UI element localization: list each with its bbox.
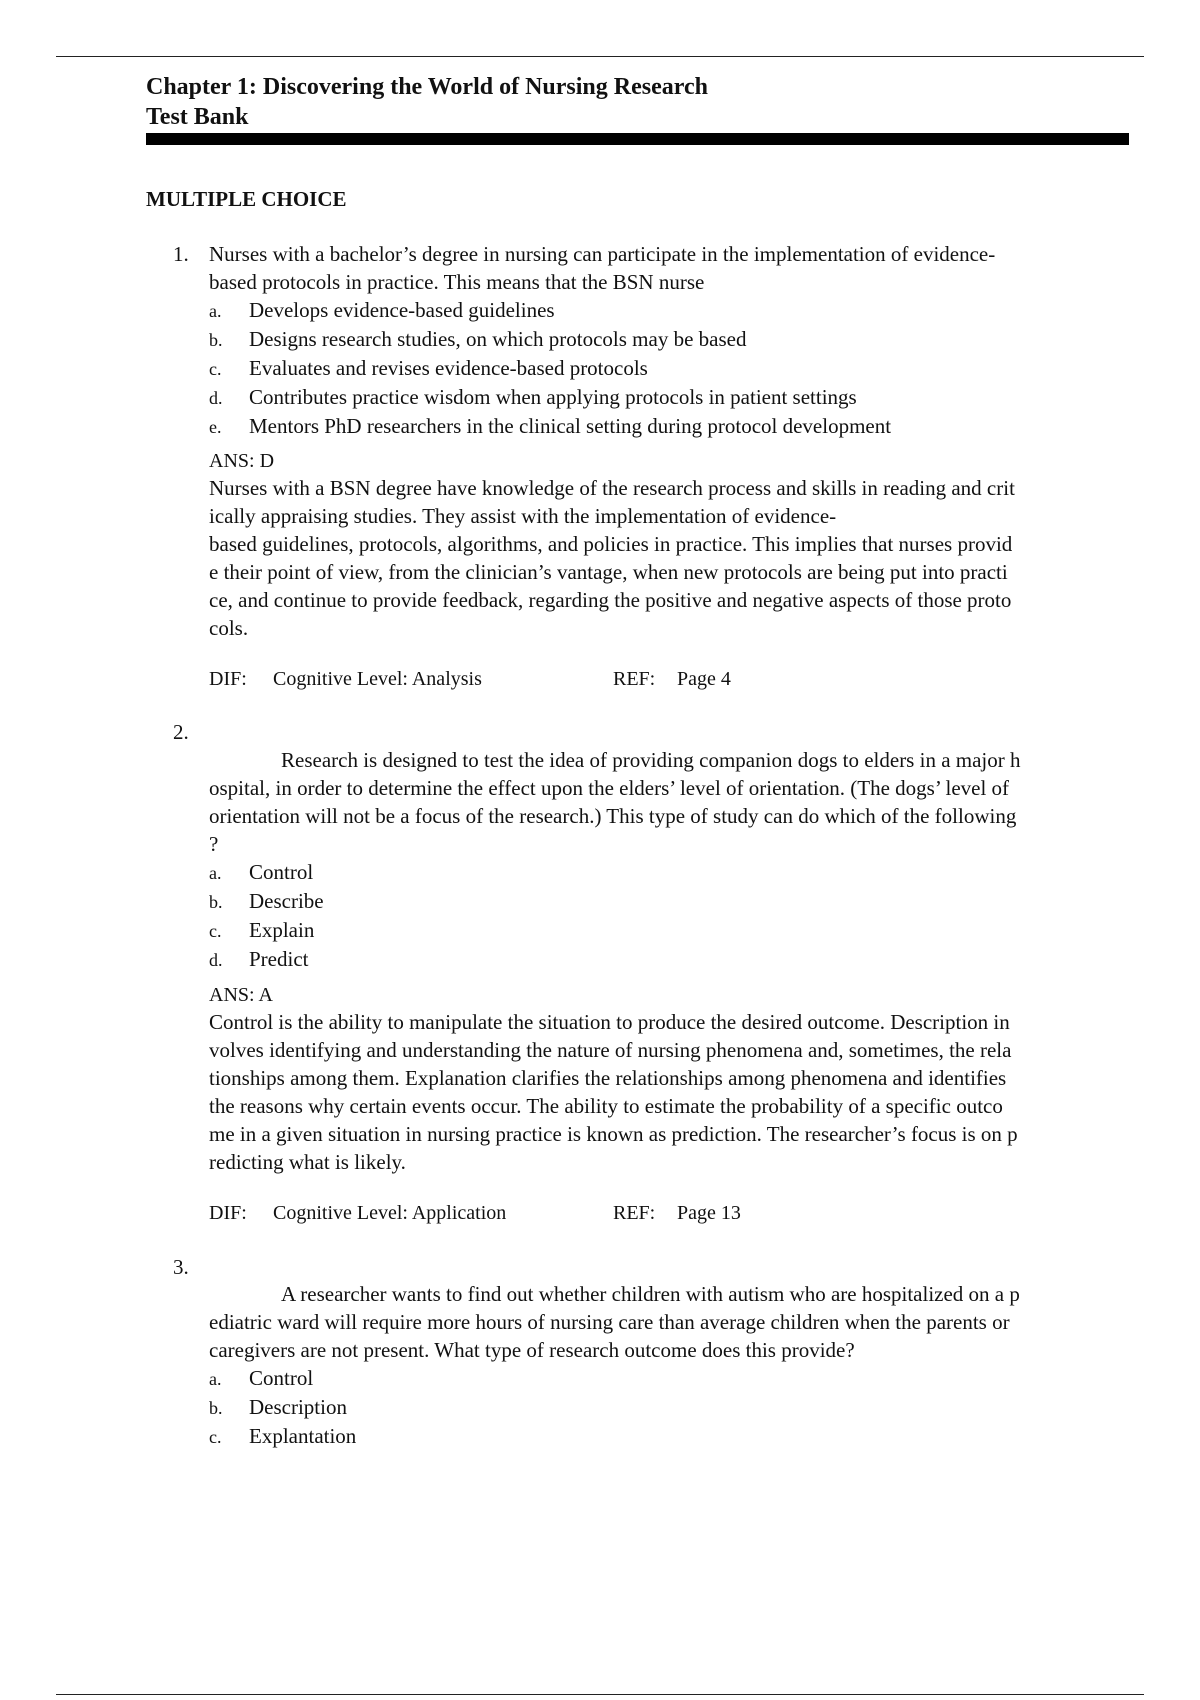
top-rule <box>56 56 1144 57</box>
option-letter: c. <box>209 1427 222 1447</box>
rationale-line: Control is the ability to manipulate the situation to produce the desired outcome. Description in <box>209 1010 1010 1034</box>
option-e <box>209 412 891 441</box>
question-1-answer: ANS: D <box>209 450 275 472</box>
chapter-title: Chapter 1: Discovering the World of Nursing Research <box>146 74 708 100</box>
section-heading: MULTIPLE CHOICE <box>146 187 347 211</box>
stem-line: based protocols in practice. This means that the BSN nurse <box>209 270 705 294</box>
question-1-meta <box>209 666 731 692</box>
question-3-number: 3. <box>173 1255 189 1279</box>
dif-value: Cognitive Level: Analysis <box>273 668 482 690</box>
document-header <box>146 72 708 132</box>
dif-value: Cognitive Level: Application <box>273 1202 507 1224</box>
option-letter: c. <box>209 921 222 941</box>
dif-label: DIF: <box>209 668 247 690</box>
ref-value: Page 13 <box>677 1202 741 1224</box>
option-letter: b. <box>209 330 223 350</box>
option-text: Evaluates and revises evidence-based protocols <box>249 356 648 380</box>
option-letter: d. <box>209 950 223 970</box>
ref-value: Page 4 <box>677 668 731 690</box>
stem-first-line-text: A researcher wants to find out whether children with autism who are hospitalized on a p <box>281 1282 1020 1306</box>
question-3-options <box>209 1364 356 1451</box>
option-b <box>209 887 324 916</box>
ref-label: REF: <box>613 668 656 690</box>
option-letter: a. <box>209 301 222 321</box>
option-a <box>209 296 891 325</box>
rationale-line: ce, and continue to provide feedback, regarding the positive and negative aspects of those proto <box>209 588 1012 612</box>
option-letter: d. <box>209 388 223 408</box>
option-text: Designs research studies, on which protocols may be based <box>249 327 747 351</box>
option-c <box>209 916 324 945</box>
rationale-line: volves identifying and understanding the nature of nursing phenomena and, sometimes, the rela <box>209 1038 1012 1062</box>
question-2-answer: ANS: A <box>209 984 273 1006</box>
question-1-number: 1. <box>173 242 189 266</box>
option-text: Predict <box>249 947 309 971</box>
question-2-rationale <box>209 1008 1018 1176</box>
question-2-stem <box>209 746 1021 858</box>
option-letter: e. <box>209 417 222 437</box>
option-text: Description <box>249 1395 347 1419</box>
option-d <box>209 945 324 974</box>
stem-line: ? <box>209 832 219 856</box>
option-a <box>209 1364 356 1393</box>
question-3-stem <box>209 1280 1020 1364</box>
rationale-line: tionships among them. Explanation clarifies the relationships among phenomena and identifies <box>209 1066 1007 1090</box>
option-text: Explain <box>249 918 315 942</box>
test-bank-subtitle: Test Bank <box>146 104 249 130</box>
rationale-line: ically appraising studies. They assist with the implementation of evidence- <box>209 504 837 528</box>
option-text: Explantation <box>249 1424 357 1448</box>
option-letter: c. <box>209 359 222 379</box>
option-text: Mentors PhD researchers in the clinical setting during protocol development <box>249 414 892 438</box>
option-b <box>209 325 891 354</box>
option-text: Control <box>249 860 314 884</box>
option-letter: b. <box>209 892 223 912</box>
option-text: Contributes practice wisdom when applying protocols in patient settings <box>249 385 857 409</box>
question-1-rationale <box>209 474 1015 642</box>
rationale-line: the reasons why certain events occur. The ability to estimate the probability of a specific outco <box>209 1094 1003 1118</box>
question-2-options <box>209 858 324 974</box>
option-a <box>209 858 324 887</box>
stem-line: ediatric ward will require more hours of nursing care than average children when the parents or <box>209 1310 1010 1334</box>
stem-line <box>209 1280 1020 1308</box>
question-2-meta <box>209 1200 741 1226</box>
option-text: Develops evidence-based guidelines <box>249 298 555 322</box>
stem-line: caregivers are not present. What type of research outcome does this provide? <box>209 1338 855 1362</box>
stem-line: Nurses with a bachelor’s degree in nursing can participate in the implementation of evidence- <box>209 242 996 266</box>
rationale-line: based guidelines, protocols, algorithms, and policies in practice. This implies that nurses provid <box>209 532 1013 556</box>
stem-line: orientation will not be a focus of the research.) This type of study can do which of the following <box>209 804 1017 828</box>
option-text: Control <box>249 1366 314 1390</box>
rationale-line: redicting what is likely. <box>209 1150 406 1174</box>
stem-line: ospital, in order to determine the effect upon the elders’ level of orientation. (The dogs’ level of <box>209 776 1010 800</box>
question-1-options <box>209 296 891 441</box>
rationale-line: e their point of view, from the clinician’s vantage, when new protocols are being put into practi <box>209 560 1008 584</box>
option-letter: a. <box>209 863 222 883</box>
option-text: Describe <box>249 889 324 913</box>
question-2-number: 2. <box>173 720 189 744</box>
option-b <box>209 1393 356 1422</box>
option-c <box>209 354 891 383</box>
option-d <box>209 383 891 412</box>
option-c <box>209 1422 356 1451</box>
stem-line <box>209 746 1021 774</box>
dif-label: DIF: <box>209 1202 247 1224</box>
rationale-line: cols. <box>209 616 249 640</box>
option-letter: a. <box>209 1369 222 1389</box>
bottom-rule <box>56 1694 1144 1695</box>
rationale-line: Nurses with a BSN degree have knowledge of the research process and skills in reading and crit <box>209 476 1015 500</box>
question-1-stem <box>209 240 995 296</box>
ref-label: REF: <box>613 1202 656 1224</box>
header-divider-bar <box>146 133 1129 145</box>
option-letter: b. <box>209 1398 223 1418</box>
rationale-line: me in a given situation in nursing practice is known as prediction. The researcher’s focus is on p <box>209 1122 1018 1146</box>
stem-first-line-text: Research is designed to test the idea of providing companion dogs to elders in a major h <box>281 748 1021 772</box>
